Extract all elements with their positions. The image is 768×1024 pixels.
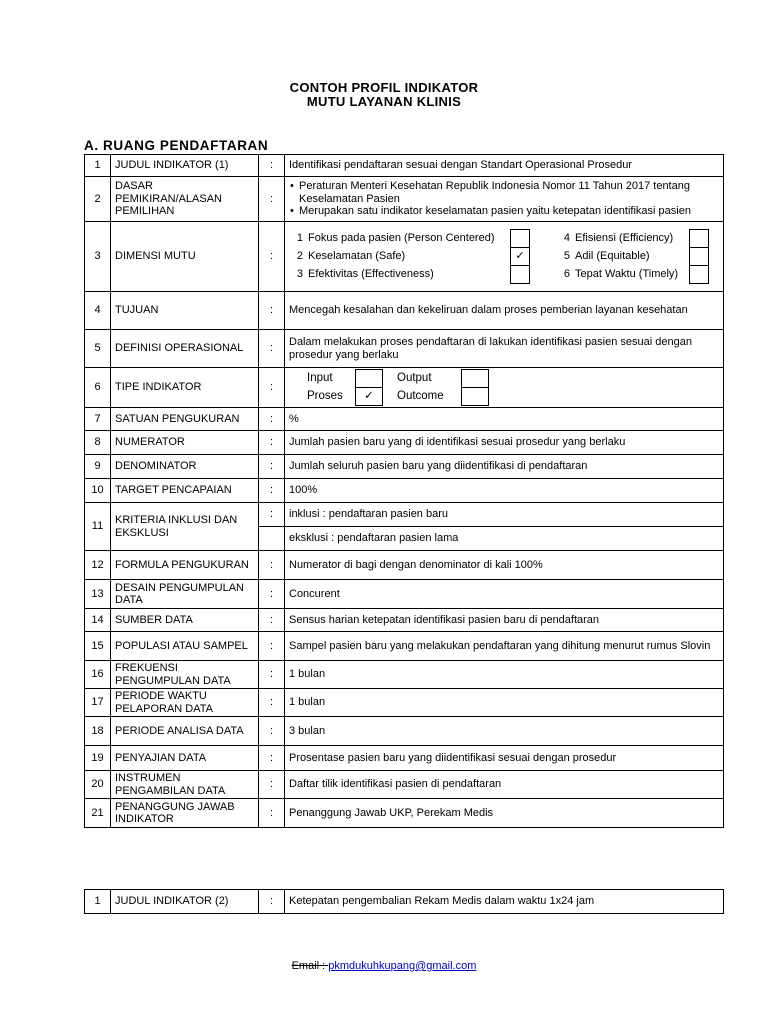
row-value: 100%: [285, 479, 724, 503]
row-number: 16: [85, 661, 111, 689]
tipe-label: Outcome: [397, 390, 444, 402]
row-label: JUDUL INDIKATOR (1): [111, 155, 259, 177]
dimensi-row: [291, 266, 709, 284]
row-value: %: [285, 408, 724, 431]
dimensi-row: [291, 248, 709, 266]
table-row: [85, 689, 724, 717]
dimensi-label: Keselamatan (Safe): [308, 250, 406, 262]
row-number: 4: [85, 292, 111, 330]
row-label: FREKUENSI PENGUMPULAN DATA: [111, 661, 259, 689]
dimensi-label: Efektivitas (Effectiveness): [308, 268, 434, 280]
table-row: [85, 799, 724, 828]
list-item: • Peraturan Menteri Kesehatan Republik Indonesia Nomor 11 Tahun 2017 tentang Keselamatan Pasien: [289, 180, 719, 205]
row-number: 7: [85, 408, 111, 431]
tipe-indikator-grid: [303, 369, 489, 406]
row-separator: :: [259, 799, 285, 828]
row-separator: :: [259, 455, 285, 479]
row-label: PENYAJIAN DATA: [111, 746, 259, 771]
table-row: [85, 292, 724, 330]
table-row: [85, 222, 724, 292]
row-separator: :: [259, 661, 285, 689]
second-indicator-table: [84, 889, 724, 914]
row-number: 13: [85, 580, 111, 609]
row-label: FORMULA PENGUKURAN: [111, 551, 259, 580]
row-label: INSTRUMEN PENGAMBILAN DATA: [111, 771, 259, 799]
dimensi-number: 2: [296, 250, 303, 262]
table-row: [85, 479, 724, 503]
tipe-label: Proses: [307, 390, 343, 402]
tipe-row: [303, 370, 489, 388]
dimensi-checkbox[interactable]: [511, 230, 530, 248]
dimensi-checkbox[interactable]: [690, 266, 709, 284]
row-separator: :: [259, 292, 285, 330]
row-value: Jumlah seluruh pasien baru yang diidentifikasi di pendaftaran: [285, 455, 724, 479]
row-number: 19: [85, 746, 111, 771]
row-label: PERIODE ANALISA DATA: [111, 717, 259, 746]
row-number: 8: [85, 431, 111, 455]
row-label: DESAIN PENGUMPULAN DATA: [111, 580, 259, 609]
row-label: PENANGGUNG JAWAB INDIKATOR: [111, 799, 259, 828]
row-label: TARGET PENCAPAIAN: [111, 479, 259, 503]
row-label: TIPE INDIKATOR: [111, 368, 259, 408]
row-separator: :: [259, 746, 285, 771]
row-number: 10: [85, 479, 111, 503]
row-value: Numerator di bagi dengan denominator di kali 100%: [285, 551, 724, 580]
row-value: Penanggung Jawab UKP, Perekam Medis: [285, 799, 724, 828]
list-item: • Merupakan satu indikator keselamatan pasien yaitu ketepatan identifikasi pasien: [289, 205, 719, 218]
row-value: Identifikasi pendaftaran sesuai dengan Standart Operasional Prosedur: [285, 155, 724, 177]
row-separator: :: [259, 632, 285, 661]
dimensi-checkbox[interactable]: [690, 248, 709, 266]
dimensi-label: Tepat Waktu (Timely): [575, 268, 679, 280]
row-value: 1 bulan: [285, 689, 724, 717]
row-separator: :: [259, 177, 285, 222]
row-value: 3 bulan: [285, 717, 724, 746]
row-separator: :: [259, 717, 285, 746]
row-separator: :: [259, 408, 285, 431]
tipe-indikator-cell: [285, 368, 724, 408]
dimensi-checkbox[interactable]: [511, 266, 530, 284]
dimensi-number: 4: [563, 232, 570, 244]
row-label: SATUAN PENGUKURAN: [111, 408, 259, 431]
row-number: 14: [85, 609, 111, 632]
row-separator: :: [259, 222, 285, 292]
row-separator: :: [259, 431, 285, 455]
dimensi-row: [291, 230, 709, 248]
tipe-checkbox[interactable]: [462, 388, 489, 406]
dimensi-label: Adil (Equitable): [575, 250, 650, 262]
row-separator: :: [259, 890, 285, 914]
table-row: [85, 771, 724, 799]
row-separator: :: [259, 609, 285, 632]
row-label: DENOMINATOR: [111, 455, 259, 479]
tipe-checkbox[interactable]: [462, 370, 489, 388]
table-row: [85, 431, 724, 455]
table-row: [85, 717, 724, 746]
row-number: 20: [85, 771, 111, 799]
table-row: [85, 368, 724, 408]
table-row: [85, 890, 724, 914]
row-value: 1 bulan: [285, 661, 724, 689]
row-number: 11: [85, 503, 111, 551]
dimensi-mutu-grid: [291, 229, 709, 284]
row-number: 2: [85, 177, 111, 222]
row-value: Dalam melakukan proses pendaftaran di lakukan identifikasi pasien sesuai dengan prosedur yang berlaku: [285, 330, 724, 368]
tipe-label: Input: [307, 372, 333, 384]
row-value: Concurent: [285, 580, 724, 609]
row-separator: :: [259, 330, 285, 368]
bullet-list: [289, 180, 719, 218]
table-row: [85, 408, 724, 431]
dimensi-number: 3: [296, 268, 303, 280]
row-number: 17: [85, 689, 111, 717]
dimensi-checkbox[interactable]: [690, 230, 709, 248]
row-number: 3: [85, 222, 111, 292]
row-separator: :: [259, 689, 285, 717]
check-icon[interactable]: ✓: [356, 388, 383, 406]
dimensi-number: 6: [563, 268, 570, 280]
dimensi-label: Fokus pada pasien (Person Centered): [308, 232, 495, 244]
row-value: Sampel pasien baru yang melakukan pendaftaran yang dihitung menurut rumus Slovin: [285, 632, 724, 661]
row-number: 5: [85, 330, 111, 368]
row-separator: :: [259, 580, 285, 609]
dimensi-mutu-cell: [285, 222, 724, 292]
row-value: Jumlah pasien baru yang di identifikasi sesuai prosedur yang berlaku: [285, 431, 724, 455]
row-value: Prosentase pasien baru yang diidentifikasi sesuai dengan prosedur: [285, 746, 724, 771]
tipe-checkbox[interactable]: [356, 370, 383, 388]
tipe-label: Output: [397, 372, 432, 384]
row-separator: :: [259, 771, 285, 799]
row-separator: :: [259, 551, 285, 580]
table-row: [85, 661, 724, 689]
tipe-row: [303, 388, 489, 406]
table-row: [85, 580, 724, 609]
row-number: 18: [85, 717, 111, 746]
row-label: NUMERATOR: [111, 431, 259, 455]
row-label: PERIODE WAKTU PELAPORAN DATA: [111, 689, 259, 717]
table-row: [85, 330, 724, 368]
table-row: [85, 746, 724, 771]
table-row: [85, 632, 724, 661]
row-number: 12: [85, 551, 111, 580]
row-value: eksklusi : pendaftaran pasien lama: [285, 527, 724, 551]
row-value: Daftar tilik identifikasi pasien di pendaftaran: [285, 771, 724, 799]
row-label: DASAR PEMIKIRAN/ALASAN PEMILIHAN: [111, 177, 259, 222]
dimensi-number: 5: [563, 250, 570, 262]
check-icon[interactable]: ✓: [511, 248, 530, 266]
table-row: [85, 455, 724, 479]
row-number: 6: [85, 368, 111, 408]
table-row: [85, 609, 724, 632]
row-label: DEFINISI OPERASIONAL: [111, 330, 259, 368]
row-number: 21: [85, 799, 111, 828]
row-number: 15: [85, 632, 111, 661]
row-label: SUMBER DATA: [111, 609, 259, 632]
row-separator: :: [259, 503, 285, 527]
email-label: Email :: [291, 960, 329, 972]
section-heading: A. RUANG PENDAFTARAN: [84, 138, 269, 153]
document-title-line2: MUTU LAYANAN KLINIS: [306, 94, 462, 109]
row-number: 1: [85, 155, 111, 177]
row-number: 9: [85, 455, 111, 479]
row-value: [285, 177, 724, 222]
row-label: KRITERIA INKLUSI DAN EKSKLUSI: [111, 503, 259, 551]
row-separator: :: [259, 479, 285, 503]
dimensi-label: Efisiensi (Efficiency): [575, 232, 674, 244]
table-row: [85, 155, 724, 177]
row-separator: :: [259, 368, 285, 408]
row-separator: :: [259, 155, 285, 177]
document-title-line1: CONTOH PROFIL INDIKATOR: [289, 80, 479, 95]
dimensi-number: 1: [296, 232, 303, 244]
indicator-profile-table: [84, 154, 724, 828]
row-label: TUJUAN: [111, 292, 259, 330]
row-value: Mencegah kesalahan dan kekeliruan dalam proses pemberian layanan kesehatan: [285, 292, 724, 330]
row-number: 1: [85, 890, 111, 914]
footer-email: [0, 960, 768, 972]
table-row: [85, 503, 724, 527]
table-row: [85, 551, 724, 580]
row-value: Sensus harian ketepatan identifikasi pasien baru di pendaftaran: [285, 609, 724, 632]
row-value: Ketepatan pengembalian Rekam Medis dalam waktu 1x24 jam: [285, 890, 724, 914]
row-value: inklusi : pendaftaran pasien baru: [285, 503, 724, 527]
row-label: POPULASI ATAU SAMPEL: [111, 632, 259, 661]
row-label: DIMENSI MUTU: [111, 222, 259, 292]
email-link[interactable]: pkmdukuhkupang@gmail.com: [328, 960, 477, 972]
table-row: [85, 177, 724, 222]
row-label: JUDUL INDIKATOR (2): [111, 890, 259, 914]
